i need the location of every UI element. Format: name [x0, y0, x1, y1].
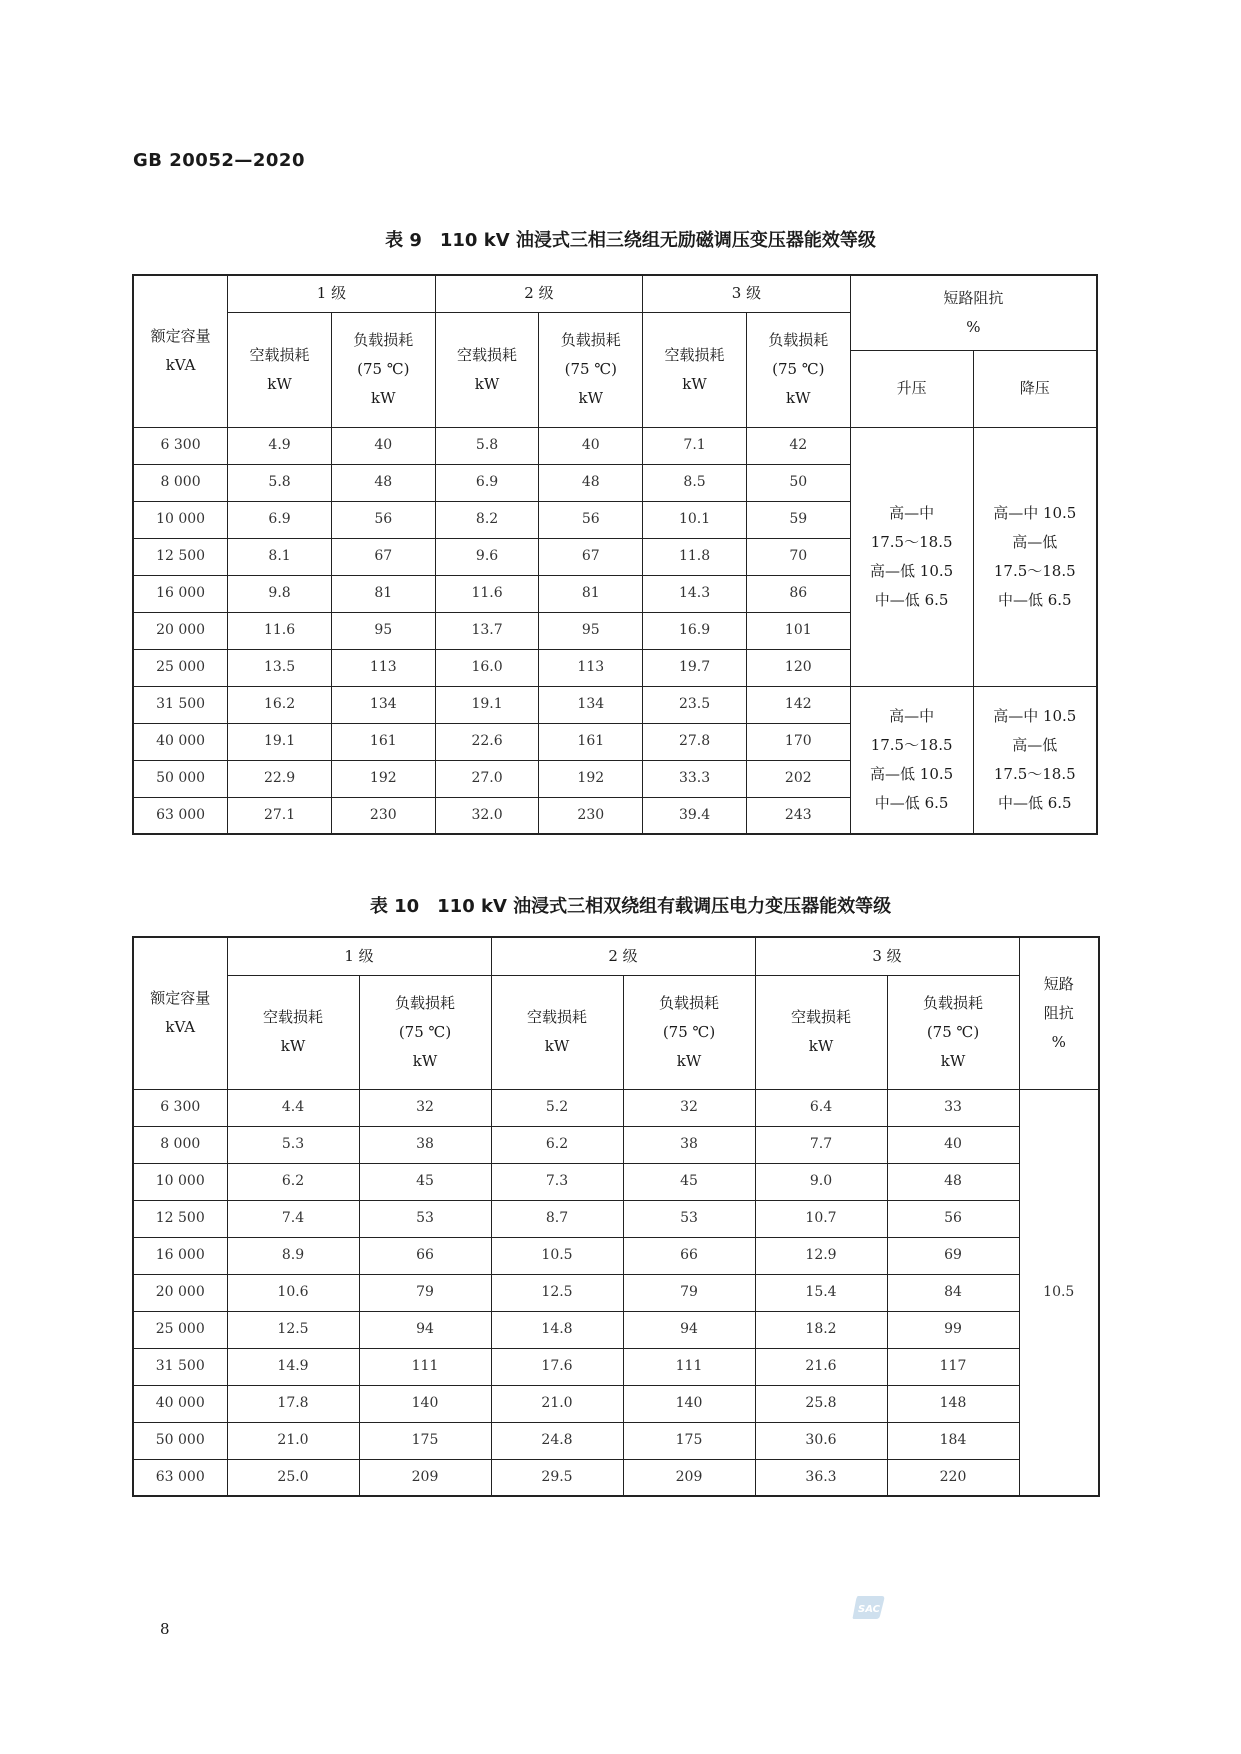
value-cell: 23.5 [643, 686, 747, 723]
value-cell: 16.2 [228, 686, 332, 723]
value-cell: 14.9 [227, 1348, 359, 1385]
value-cell: 220 [887, 1459, 1019, 1496]
value-cell: 21.0 [227, 1422, 359, 1459]
value-cell: 5.8 [435, 427, 539, 464]
value-cell: 53 [359, 1200, 491, 1237]
table-row [133, 686, 1097, 723]
capacity-cell: 20 000 [133, 1274, 227, 1311]
value-cell: 32.0 [435, 797, 539, 834]
value-cell: 4.4 [227, 1089, 359, 1126]
value-cell: 111 [359, 1348, 491, 1385]
value-cell: 175 [623, 1422, 755, 1459]
value-cell: 12.9 [755, 1237, 887, 1274]
value-cell: 25.8 [755, 1385, 887, 1422]
value-cell: 9.0 [755, 1163, 887, 1200]
noload-loss-header: 空载损耗 kW [227, 975, 359, 1089]
value-cell: 99 [887, 1311, 1019, 1348]
capacity-cell: 10 000 [133, 501, 228, 538]
load-loss-header: 负载损耗 (75 ℃) kW [746, 312, 850, 427]
value-cell: 10.6 [227, 1274, 359, 1311]
grade-2-header: 2 级 [491, 937, 755, 975]
value-cell: 59 [746, 501, 850, 538]
value-cell: 12.5 [491, 1274, 623, 1311]
value-cell: 36.3 [755, 1459, 887, 1496]
value-cell: 32 [359, 1089, 491, 1126]
impedance-step-up-cell: 高—中 17.5～18.5 高—低 10.5 中—低 6.5 [850, 686, 973, 834]
value-cell: 79 [623, 1274, 755, 1311]
capacity-cell: 12 500 [133, 538, 228, 575]
grade-2-header: 2 级 [435, 275, 643, 312]
value-cell: 5.8 [228, 464, 332, 501]
value-cell: 27.1 [228, 797, 332, 834]
value-cell: 14.3 [643, 575, 747, 612]
capacity-header: 额定容量 kVA [133, 937, 227, 1089]
capacity-cell: 40 000 [133, 1385, 227, 1422]
value-cell: 134 [331, 686, 435, 723]
value-cell: 30.6 [755, 1422, 887, 1459]
value-cell: 6.2 [491, 1126, 623, 1163]
value-cell: 243 [746, 797, 850, 834]
value-cell: 24.8 [491, 1422, 623, 1459]
value-cell: 27.8 [643, 723, 747, 760]
noload-loss-header: 空载损耗 kW [228, 312, 332, 427]
value-cell: 40 [331, 427, 435, 464]
value-cell: 120 [746, 649, 850, 686]
load-loss-header: 负载损耗 (75 ℃) kW [623, 975, 755, 1089]
grade-1-header: 1 级 [228, 275, 436, 312]
value-cell: 202 [746, 760, 850, 797]
capacity-cell: 31 500 [133, 1348, 227, 1385]
table-row [133, 1422, 1099, 1459]
value-cell: 95 [539, 612, 643, 649]
value-cell: 140 [359, 1385, 491, 1422]
impedance-step-down-cell: 高—中 10.5 高—低 17.5～18.5 中—低 6.5 [973, 686, 1097, 834]
value-cell: 56 [887, 1200, 1019, 1237]
noload-loss-header: 空载损耗 kW [491, 975, 623, 1089]
noload-loss-header: 空载损耗 kW [643, 312, 747, 427]
value-cell: 8.5 [643, 464, 747, 501]
value-cell: 8.7 [491, 1200, 623, 1237]
value-cell: 184 [887, 1422, 1019, 1459]
value-cell: 192 [331, 760, 435, 797]
value-cell: 19.1 [228, 723, 332, 760]
grade-3-header: 3 级 [755, 937, 1019, 975]
value-cell: 13.5 [228, 649, 332, 686]
value-cell: 10.1 [643, 501, 747, 538]
value-cell: 5.2 [491, 1089, 623, 1126]
value-cell: 48 [887, 1163, 1019, 1200]
value-cell: 170 [746, 723, 850, 760]
value-cell: 67 [331, 538, 435, 575]
value-cell: 6.9 [435, 464, 539, 501]
sac-logo-icon [852, 1594, 886, 1620]
value-cell: 192 [539, 760, 643, 797]
value-cell: 15.4 [755, 1274, 887, 1311]
load-loss-header: 负载损耗 (75 ℃) kW [539, 312, 643, 427]
impedance-header: 短路 阻抗 % [1019, 937, 1099, 1089]
value-cell: 14.8 [491, 1311, 623, 1348]
value-cell: 7.1 [643, 427, 747, 464]
value-cell: 148 [887, 1385, 1019, 1422]
value-cell: 19.7 [643, 649, 747, 686]
capacity-cell: 8 000 [133, 1126, 227, 1163]
table-row [133, 1385, 1099, 1422]
table-9 [132, 274, 1098, 835]
value-cell: 50 [746, 464, 850, 501]
value-cell: 40 [887, 1126, 1019, 1163]
value-cell: 209 [623, 1459, 755, 1496]
value-cell: 9.6 [435, 538, 539, 575]
value-cell: 7.7 [755, 1126, 887, 1163]
capacity-cell: 6 300 [133, 1089, 227, 1126]
capacity-cell: 25 000 [133, 649, 228, 686]
value-cell: 142 [746, 686, 850, 723]
capacity-cell: 50 000 [133, 760, 228, 797]
impedance-step-down-cell: 高—中 10.5 高—低 17.5～18.5 中—低 6.5 [973, 427, 1097, 686]
standard-code: GB 20052—2020 [133, 150, 305, 171]
capacity-cell: 63 000 [133, 797, 228, 834]
grade-3-header: 3 级 [643, 275, 851, 312]
table-row [133, 1311, 1099, 1348]
value-cell: 111 [623, 1348, 755, 1385]
value-cell: 42 [746, 427, 850, 464]
impedance-header: 短路阻抗 % [850, 275, 1097, 350]
step-up-header: 升压 [850, 350, 973, 427]
value-cell: 17.8 [227, 1385, 359, 1422]
value-cell: 48 [331, 464, 435, 501]
capacity-cell: 16 000 [133, 1237, 227, 1274]
capacity-cell: 6 300 [133, 427, 228, 464]
noload-loss-header: 空载损耗 kW [435, 312, 539, 427]
value-cell: 94 [359, 1311, 491, 1348]
capacity-cell: 10 000 [133, 1163, 227, 1200]
value-cell: 117 [887, 1348, 1019, 1385]
value-cell: 209 [359, 1459, 491, 1496]
value-cell: 18.2 [755, 1311, 887, 1348]
value-cell: 56 [331, 501, 435, 538]
value-cell: 10.7 [755, 1200, 887, 1237]
value-cell: 22.9 [228, 760, 332, 797]
table-row [133, 1237, 1099, 1274]
value-cell: 11.6 [435, 575, 539, 612]
value-cell: 33.3 [643, 760, 747, 797]
value-cell: 45 [623, 1163, 755, 1200]
table-row [133, 1163, 1099, 1200]
value-cell: 32 [623, 1089, 755, 1126]
value-cell: 175 [359, 1422, 491, 1459]
value-cell: 19.1 [435, 686, 539, 723]
value-cell: 6.4 [755, 1089, 887, 1126]
table-row [133, 427, 1097, 464]
value-cell: 101 [746, 612, 850, 649]
capacity-cell: 50 000 [133, 1422, 227, 1459]
capacity-cell: 63 000 [133, 1459, 227, 1496]
value-cell: 69 [887, 1237, 1019, 1274]
value-cell: 66 [623, 1237, 755, 1274]
value-cell: 5.3 [227, 1126, 359, 1163]
value-cell: 27.0 [435, 760, 539, 797]
value-cell: 140 [623, 1385, 755, 1422]
value-cell: 29.5 [491, 1459, 623, 1496]
value-cell: 161 [331, 723, 435, 760]
table-row [133, 1126, 1099, 1163]
value-cell: 8.2 [435, 501, 539, 538]
value-cell: 67 [539, 538, 643, 575]
table-row [133, 1274, 1099, 1311]
value-cell: 25.0 [227, 1459, 359, 1496]
capacity-cell: 20 000 [133, 612, 228, 649]
value-cell: 21.0 [491, 1385, 623, 1422]
value-cell: 21.6 [755, 1348, 887, 1385]
value-cell: 134 [539, 686, 643, 723]
value-cell: 6.2 [227, 1163, 359, 1200]
value-cell: 33 [887, 1089, 1019, 1126]
value-cell: 39.4 [643, 797, 747, 834]
table-10 [132, 936, 1100, 1497]
table-row [133, 1348, 1099, 1385]
value-cell: 38 [623, 1126, 755, 1163]
grade-1-header: 1 级 [227, 937, 491, 975]
value-cell: 16.9 [643, 612, 747, 649]
capacity-cell: 40 000 [133, 723, 228, 760]
value-cell: 11.8 [643, 538, 747, 575]
value-cell: 40 [539, 427, 643, 464]
impedance-step-up-cell: 高—中 17.5～18.5 高—低 10.5 中—低 6.5 [850, 427, 973, 686]
value-cell: 113 [539, 649, 643, 686]
value-cell: 7.3 [491, 1163, 623, 1200]
table-10-caption: 表 10 110 kV 油浸式三相双绕组有载调压电力变压器能效等级 [369, 896, 892, 917]
value-cell: 9.8 [228, 575, 332, 612]
value-cell: 13.7 [435, 612, 539, 649]
capacity-cell: 12 500 [133, 1200, 227, 1237]
value-cell: 22.6 [435, 723, 539, 760]
load-loss-header: 负载损耗 (75 ℃) kW [331, 312, 435, 427]
value-cell: 84 [887, 1274, 1019, 1311]
capacity-cell: 31 500 [133, 686, 228, 723]
noload-loss-header: 空载损耗 kW [755, 975, 887, 1089]
table-row [133, 1200, 1099, 1237]
sac-logo-text: SAC [858, 1604, 880, 1615]
value-cell: 230 [539, 797, 643, 834]
value-cell: 79 [359, 1274, 491, 1311]
value-cell: 161 [539, 723, 643, 760]
value-cell: 8.9 [227, 1237, 359, 1274]
value-cell: 7.4 [227, 1200, 359, 1237]
load-loss-header: 负载损耗 (75 ℃) kW [359, 975, 491, 1089]
value-cell: 12.5 [227, 1311, 359, 1348]
value-cell: 113 [331, 649, 435, 686]
value-cell: 45 [359, 1163, 491, 1200]
value-cell: 95 [331, 612, 435, 649]
load-loss-header: 负载损耗 (75 ℃) kW [887, 975, 1019, 1089]
capacity-cell: 8 000 [133, 464, 228, 501]
value-cell: 17.6 [491, 1348, 623, 1385]
value-cell: 94 [623, 1311, 755, 1348]
capacity-cell: 16 000 [133, 575, 228, 612]
capacity-cell: 25 000 [133, 1311, 227, 1348]
value-cell: 6.9 [228, 501, 332, 538]
table-row [133, 1089, 1099, 1126]
value-cell: 48 [539, 464, 643, 501]
value-cell: 4.9 [228, 427, 332, 464]
table-row [133, 1459, 1099, 1496]
value-cell: 86 [746, 575, 850, 612]
value-cell: 56 [539, 501, 643, 538]
value-cell: 53 [623, 1200, 755, 1237]
value-cell: 16.0 [435, 649, 539, 686]
value-cell: 8.1 [228, 538, 332, 575]
value-cell: 38 [359, 1126, 491, 1163]
value-cell: 81 [539, 575, 643, 612]
value-cell: 66 [359, 1237, 491, 1274]
step-down-header: 降压 [973, 350, 1097, 427]
table-9-caption: 表 9 110 kV 油浸式三相三绕组无励磁调压变压器能效等级 [385, 230, 876, 251]
capacity-header: 额定容量 kVA [133, 275, 228, 427]
impedance-value-cell: 10.5 [1019, 1089, 1099, 1496]
value-cell: 11.6 [228, 612, 332, 649]
value-cell: 10.5 [491, 1237, 623, 1274]
value-cell: 230 [331, 797, 435, 834]
page-number: 8 [160, 1620, 170, 1638]
value-cell: 81 [331, 575, 435, 612]
value-cell: 70 [746, 538, 850, 575]
